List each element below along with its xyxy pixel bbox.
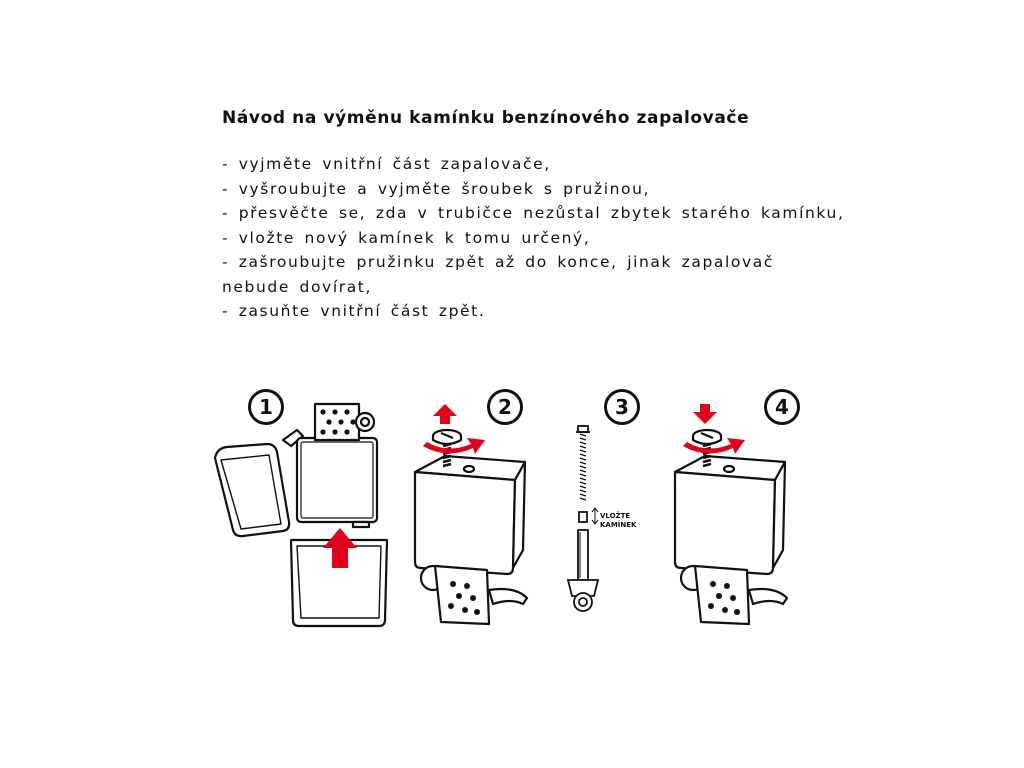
step-line: - přesvěčte se, zda v trubičce nezůstal zbytek starého kamínku, xyxy=(222,204,845,222)
arrow-up-icon xyxy=(433,404,457,424)
page-title: Návod na výměnu kamínku benzínového zapalovače xyxy=(222,108,750,128)
arrow-up-icon xyxy=(592,508,598,516)
step-number-3: 3 xyxy=(604,389,640,425)
step-line: - zasuňte vnitřní část zpět. xyxy=(222,302,486,320)
figure-unscrew-spring xyxy=(405,400,545,635)
step-line: - zašroubujte pružinku zpět až do konce, jinak zapalovač xyxy=(222,253,774,271)
step-line: - vyjměte vnitřní část zapalovače, xyxy=(222,155,551,173)
step-line: nebude dovírat, xyxy=(222,277,373,296)
figure-insert-flint xyxy=(560,420,650,645)
arrow-down-icon xyxy=(592,516,598,524)
step-line: - vložte nový kamínek k tomu určený, xyxy=(222,228,591,247)
step-number-1: 1 xyxy=(248,389,284,425)
steps-list xyxy=(222,152,844,324)
step-number-4: 4 xyxy=(764,389,800,425)
arrow-down-icon xyxy=(693,404,717,424)
insert-label-line1: VLOŽTE xyxy=(600,512,631,520)
step-number-2: 2 xyxy=(487,389,523,425)
figure-screw-back xyxy=(665,400,805,635)
insert-label-line2: KAMÍNEK xyxy=(600,521,637,529)
step-line: - vyšroubujte a vyjměte šroubek s pružinou, xyxy=(222,179,651,198)
figure-remove-insert xyxy=(205,400,405,630)
